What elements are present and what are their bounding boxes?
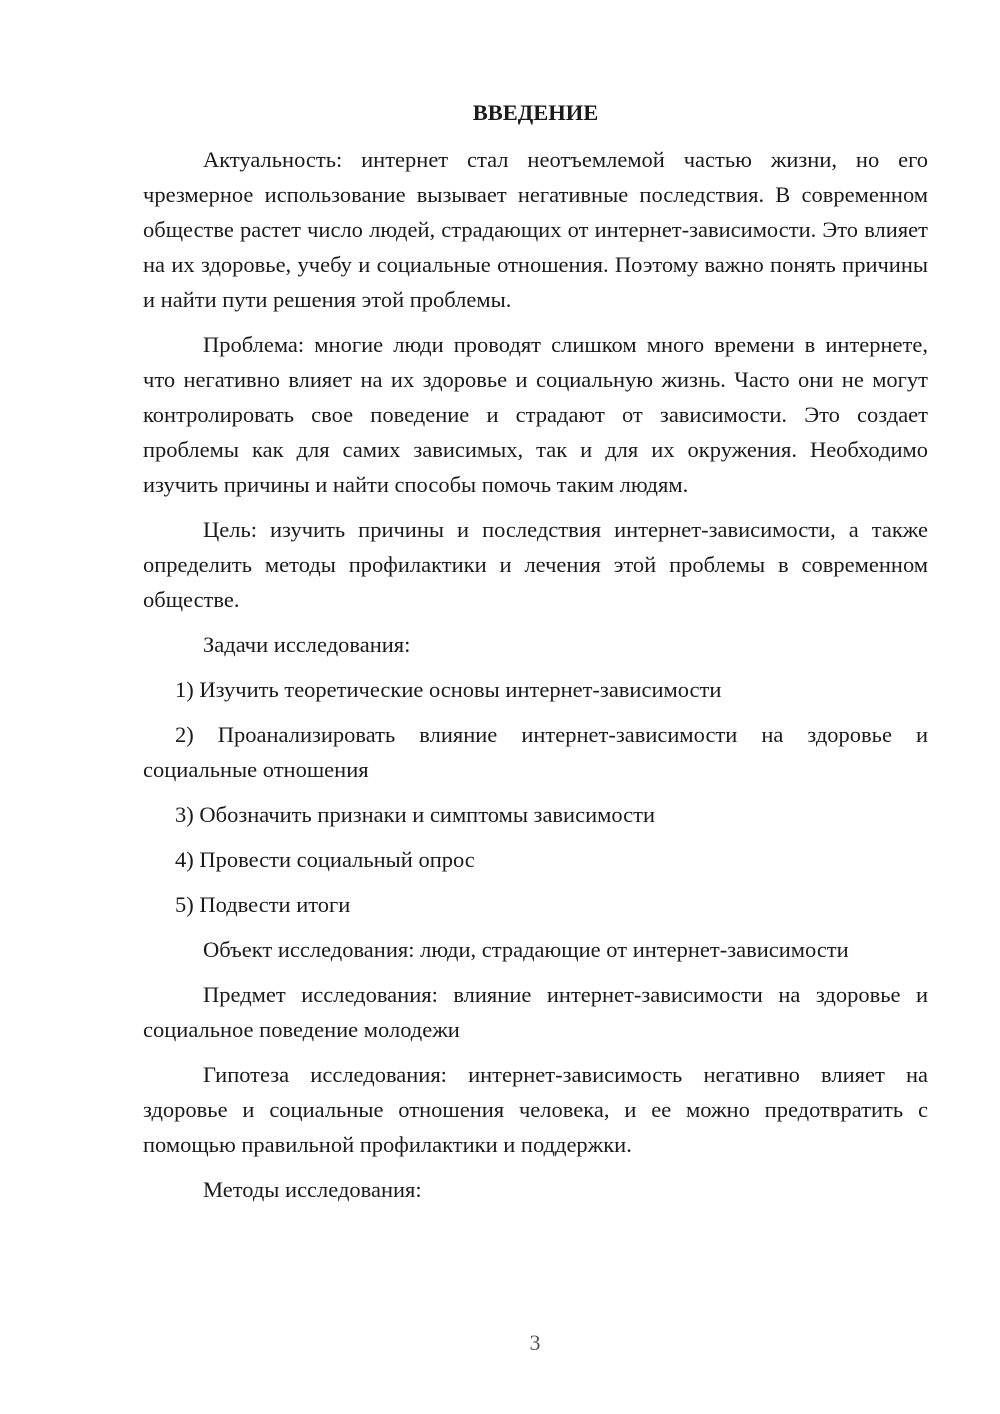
problem-paragraph: Проблема: многие люди проводят слишком много времени в интернете, что негативно влияет на их здоровье и социальную жизнь. Часто они не могут контролировать свое поведение и страдают от зависимости. Это создает проблемы как для самих зависимых, так и для их окружения. Необходимо изучить причины и найти способы помочь таким людям. <box>143 332 928 497</box>
task-item-4: 4) Провести социальный опрос <box>175 847 475 872</box>
subject-paragraph: Предмет исследования: влияние интернет-зависимости на здоровье и социальное поведение молодежи <box>143 982 928 1042</box>
methods-title: Методы исследования: <box>203 1177 422 1202</box>
goal-paragraph: Цель: изучить причины и последствия интернет-зависимости, а также определить методы профилактики и лечения этой проблемы в современном обществе. <box>143 517 928 612</box>
task-item-5: 5) Подвести итоги <box>175 892 351 917</box>
object-paragraph: Объект исследования: люди, страдающие от интернет-зависимости <box>203 937 849 962</box>
section-heading: ВВЕДЕНИЕ <box>472 100 599 125</box>
task-item-1: 1) Изучить теоретические основы интернет-зависимости <box>175 677 722 702</box>
actuality-paragraph: Актуальность: интернет стал неотъемлемой частью жизни, но его чрезмерное использование вызывает негативные последствия. В современном обществе растет число людей, страдающих от интернет-зависимости. Это влияет на их здоровье, учебу и социальные отношения. Поэтому важно понять причины и найти пути решения этой проблемы. <box>143 147 928 312</box>
tasks-title: Задачи исследования: <box>203 632 411 657</box>
task-item-3: 3) Обозначить признаки и симптомы зависимости <box>175 802 656 827</box>
task-item-2: 2) Проанализировать влияние интернет-зависимости на здоровье и социальные отношения <box>143 722 928 782</box>
page-number: 3 <box>529 1330 541 1355</box>
page-body <box>143 95 928 1217</box>
hypothesis-paragraph: Гипотеза исследования: интернет-зависимость негативно влияет на здоровье и социальные отношения человека, и ее можно предотвратить с помощью правильной профилактики и поддержки. <box>143 1062 928 1157</box>
